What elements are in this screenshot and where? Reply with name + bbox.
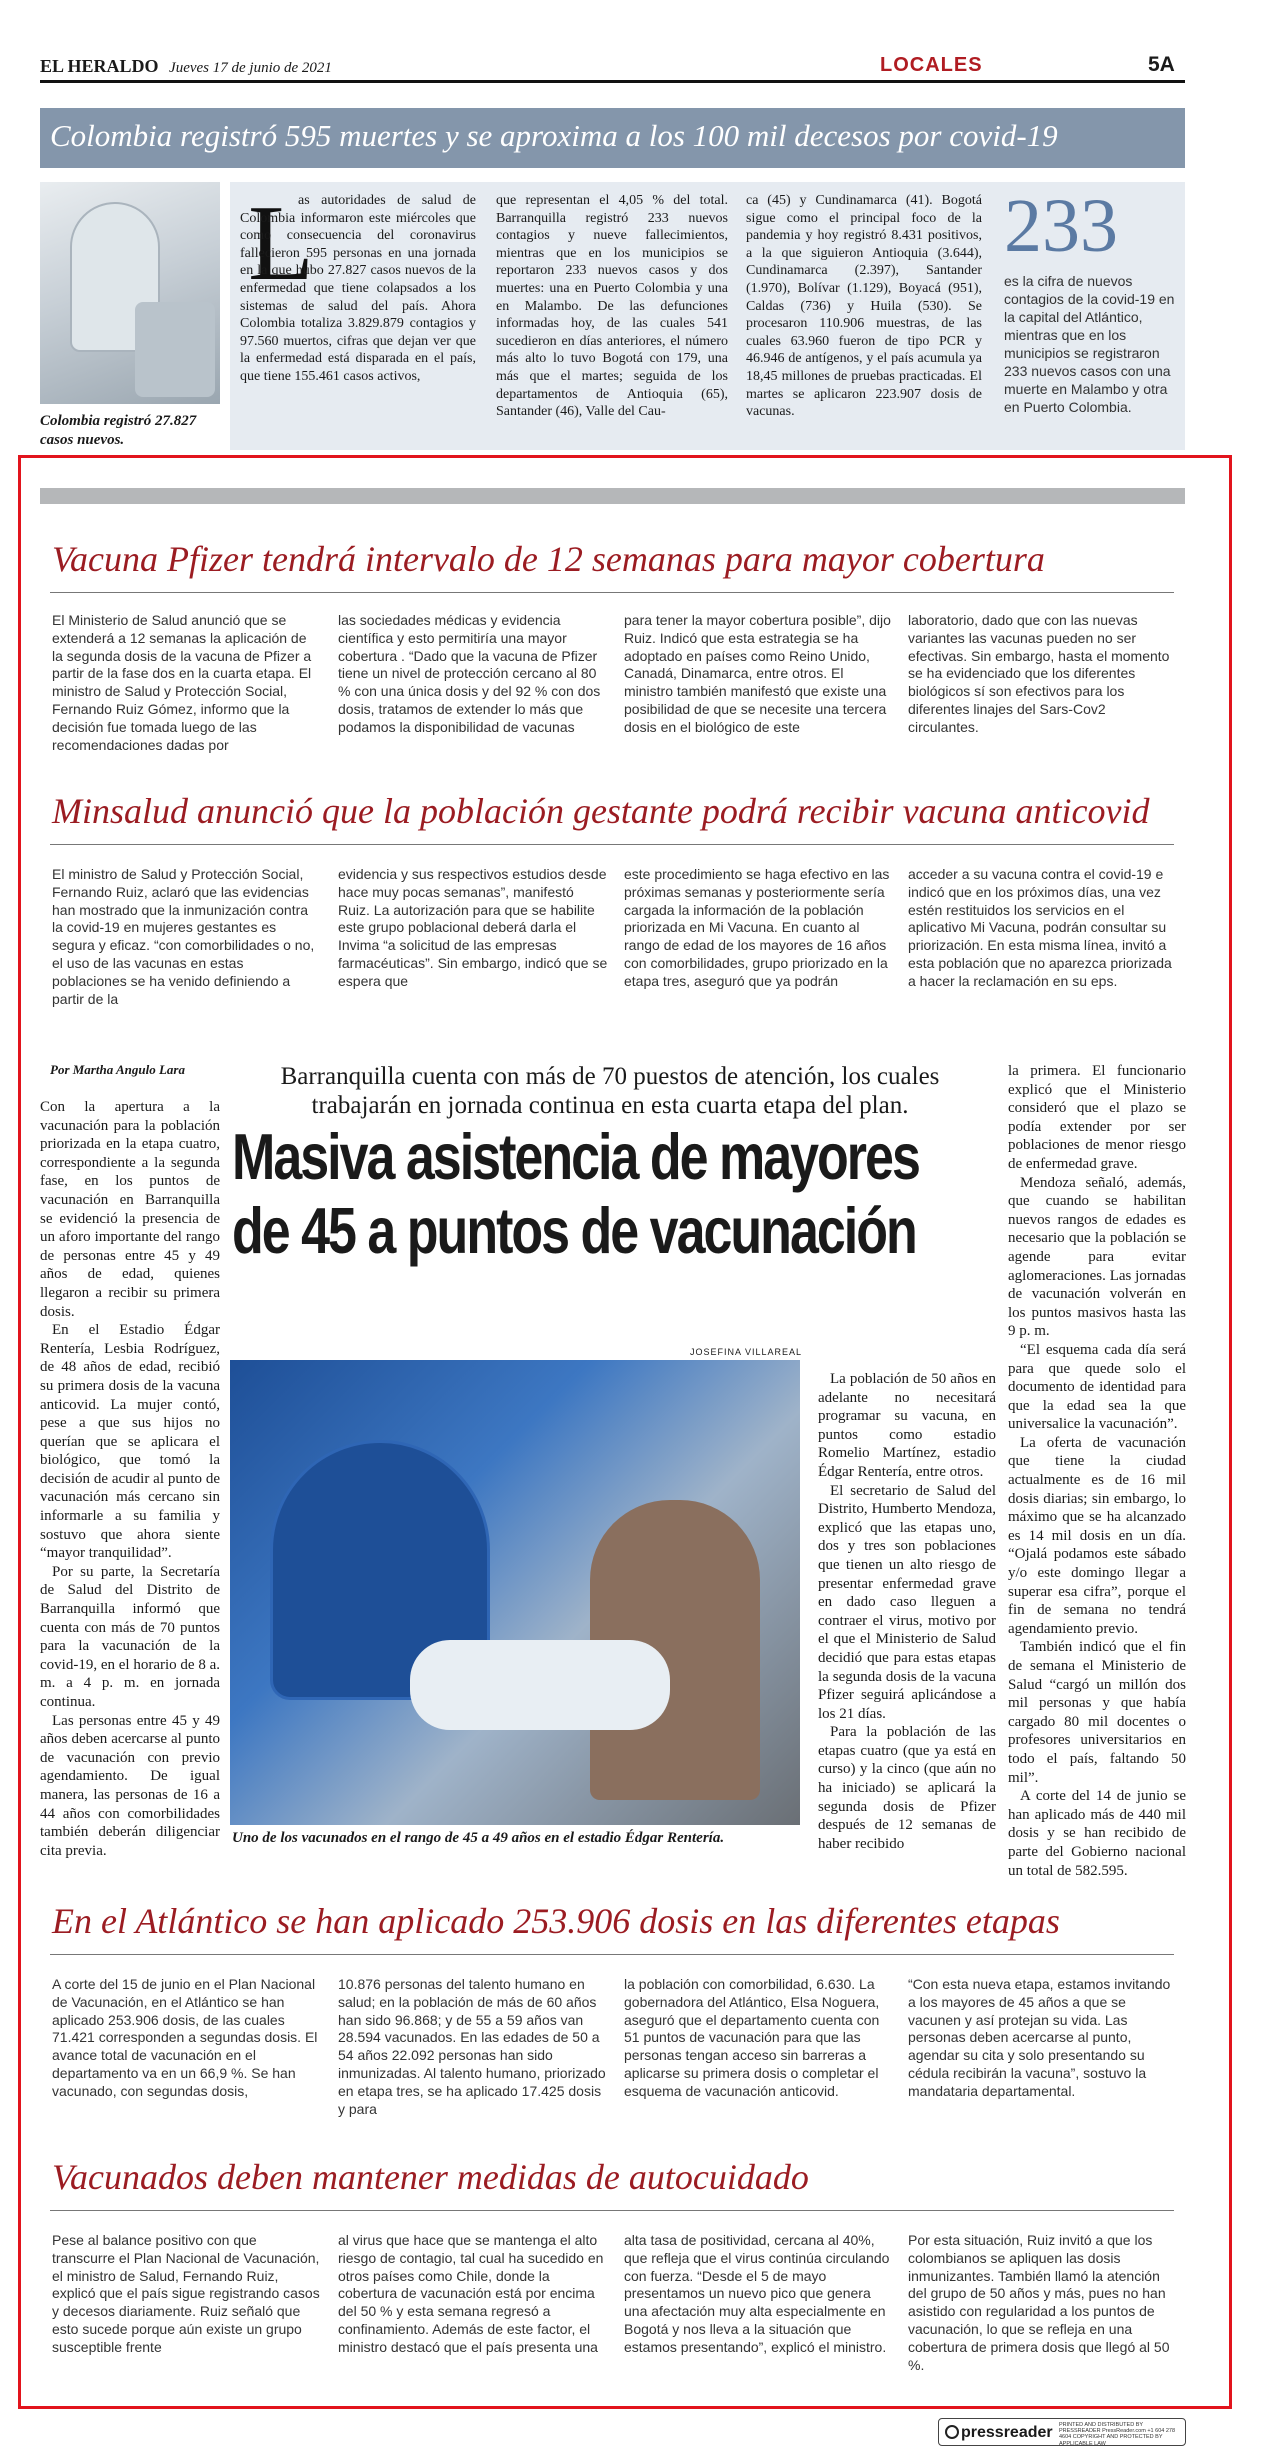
pfizer-col-1: El Ministerio de Salud anunció que se extenderá a 12 semanas la aplicación de la segunda dosis de la vacuna de Pfizer a partir de la fase dos en la cuarta etapa. El ministro de Salud y Protección Social, Fernando Ruiz Gómez, informo que la decisión fue tomada luego de las recomendaciones dadas por: [52, 612, 312, 753]
pfizer-col-2: las sociedades médicas y evidencia científica y esto permitiría una mayor cobertura . “Dado que la vacuna de Pfizer tiene un nivel de protección cercano al 80 % con una única dosis y del 92 % con dos dosis, tratamos de extender lo más que podamos la disponibilidad de vacunas: [338, 612, 601, 735]
big-number-text: es la cifra de nuevos contagios de la covid-19 en la capital del Atlántico, mientras que en los municipios se registraron 233 nuevos casos con una muerte en Malambo y otra en Puerto Colombia.: [1004, 273, 1175, 415]
main-headline-line-1: Masiva asistencia de mayores: [232, 1120, 919, 1193]
top-col-1: as autoridades de salud de Colombia informaron este miércoles que como consecuencia del coronavirus fallecieron 595 personas en una jornada en la que hubo 27.827 casos nuevos de la enfermedad que tiene colapsados a los sistemas de salud del país. Ahora Colombia totaliza 3.829.879 contagios y 97.560 muertos, cifras que dejan ver que la enfermedad está disparada en el país, que tiene 155.461 casos activos,: [240, 193, 476, 384]
main-headline-line-2: de 45 a puntos de vacunación: [232, 1194, 916, 1267]
header-rule: [40, 80, 1185, 83]
gestantes-col-1: El ministro de Salud y Protección Social, Fernando Ruiz, aclaró que las evidencias han mostrado que la inmunización contra la covid-19 en mujeres gestantes es segura y eficaz. “con comorbilidades o no, el uso de las vacunas en estas poblaciones se ha venido definiendo a partir de la: [52, 866, 315, 1007]
byline: Por Martha Angulo Lara: [50, 1062, 185, 1077]
autocuidado-col-3: alta tasa de positividad, cercana al 40%, que refleja que el virus continúa circulando con fuerza. “Desde el 5 de mayo presentamos un nuevo pico que genera una afectación muy alta especialmente en Bogotá y nos lleva a la situación que estamos presentando”, explicó el ministro.: [624, 2232, 890, 2355]
main-right-col: [1008, 1062, 1186, 1880]
top-photo: [40, 182, 220, 404]
pfizer-col-4: laboratorio, dado que con las nuevas variantes las vacunas pueden no ser efectivas. Sin embargo, hasta el momento se ha evidenciado que los diferentes biológicos sí son efectivos para los diferentes linajes del Sars-Cov2 circulantes.: [908, 612, 1170, 735]
pressreader-icon: [945, 2425, 959, 2439]
autocuidado-headline: Vacunados deben mantener medidas de autocuidado: [52, 2157, 809, 2197]
atlantico-col-1: A corte del 15 de junio en el Plan Nacional de Vacunación, en el Atlántico se han aplicado 253.906 dosis, de las cuales 71.421 corresponden a segundas dosis. El avance total de vacunación en el departamento va en un 66,9 %. Se han vacunado, con segundas dosis,: [52, 1976, 318, 2099]
gestantes-col-4: acceder a su vacuna contra el covid-19 e indicó que en los próximos días, una vez estén restituidos los servicios en el aplicativo Mi Vacuna, podrán consultar su priorización. En esta misma línea, invitó a esta población que no aparezca priorizada a hacer la reclamación en su eps.: [908, 866, 1172, 989]
photo-credit: JOSEFINA VILLAREAL: [690, 1347, 803, 1357]
autocuidado-rule: [50, 2210, 1174, 2211]
top-headline: Colombia registró 595 muertes y se aproxima a los 100 mil decesos por covid-19: [50, 118, 1058, 153]
atlantico-rule: [50, 1954, 1174, 1955]
pressreader-logo: [938, 2418, 1186, 2446]
autocuidado-col-4: Por esta situación, Ruiz invitó a que los colombianos se apliquen las dosis inmunizantes. También llamó la atención del grupo de 50 años y más, pues no han asistido con regularidad a los puntos de vacunación, lo que se refleja en una cobertura de primera dosis que llegó al 50 %.: [908, 2232, 1170, 2373]
autocuidado-col-2: al virus que hace que se mantenga el alto riesgo de contagio, tal cual ha sucedido en otros países como Chile, donde la cobertura de vacunación está por encima del 50 % y esta semana regresó a confinamiento. Además de este factor, el ministro destacó que el país presenta una: [338, 2232, 604, 2355]
top-photo-caption: Colombia registró 27.827 casos nuevos.: [40, 413, 197, 448]
main-mid-col: [818, 1370, 996, 1853]
paragraph: la primera. El funcionario explicó que el Ministerio consideró que el plazo se podía extender por ser poblaciones de menor riesgo de enfermedad grave.: [1008, 1063, 1186, 1172]
pressreader-fine-print: PRINTED AND DISTRIBUTED BY PRESSREADER PressReader.com +1 604 278 4604 COPYRIGHT AND PROTECTED BY APPLICABLE LAW: [1059, 2422, 1176, 2447]
paragraph: “El esquema cada día será para que quede solo el documento de identidad para que la edad sea la que universalice la vacunación”.: [1008, 1341, 1186, 1433]
issue-date: Jueves 17 de junio de 2021: [169, 60, 332, 76]
paragraph: Para la población de las etapas cuatro (que ya está en curso) y la cinco (que aún no ha iniciado) se aplicará la segunda dosis de Pfizer después de 12 semanas de haber recibido: [818, 1724, 996, 1852]
paragraph: Con la apertura a la vacunación para la población priorizada en la etapa cuatro, correspondiente a la segunda fase, en los puntos de vacunación en Barranquilla se evidenció la presencia de un aforo importante del rango de personas entre 45 y 49 años de edad, quienes llegaron a recibir su primera dosis.: [40, 1099, 220, 1320]
paragraph: En el Estadio Édgar Rentería, Lesbia Rodríguez, de 48 años de edad, recibió su primera dosis de la vacuna anticovid. La mujer contó, pese a que sus hijos no querían que se aplicara el biológico, que tomó la decisión de acudir al punto de vacunación más cercano sin informarle a su familia y sostuvo que ahora siente “mayor tranquilidad”.: [40, 1322, 220, 1562]
main-left-col: [40, 1098, 220, 1860]
atlantico-col-2: 10.876 personas del talento humano en salud; en la población de más de 60 años han sido 96.868; y de 55 a 59 años van 28.594 vacunados. En las edades de 50 a 54 años 22.092 personas han sido inmunizadas. Al talento humano, priorizado en etapa tres, se ha aplicado 17.425 dosis y para: [338, 1976, 606, 2117]
big-number: 233: [1004, 184, 1118, 268]
paragraph: Las personas entre 45 y 49 años deben acercarse al punto de vacunación con previo agendamiento. De igual manera, las personas de 16 a 44 años con comorbilidades también deberán diligenciar cita previa.: [40, 1712, 220, 1859]
page-number: 5A: [1148, 53, 1175, 76]
masthead: [40, 56, 332, 77]
paragraph: La oferta de vacunación que tiene la ciudad actualmente es de 16 mil dosis diarias; sin embargo, lo máximo que se ha alcanzado es 14 mil dosis en un día. “Ojalá podamos este sábado y/o este domingo llegar a superar esa cifra”, porque el fin de semana no tendrá agendamiento previo.: [1008, 1434, 1186, 1637]
kicker: Barranquilla cuenta con más de 70 puestos de atención, los cuales trabajarán en jornada continua en esta cuarta etapa del plan.: [280, 1063, 940, 1119]
atlantico-col-3: la población con comorbilidad, 6.630. La gobernadora del Atlántico, Elsa Noguera, aseguró que el departamento cuenta con 51 puntos de vacunación para que las personas tengan acceso sin barreras a aplicarse su primera dosis o completar el esquema de vacunación anticovid.: [624, 1976, 880, 2099]
autocuidado-col-1: Pese al balance positivo con que transcurre el Plan Nacional de Vacunación, el ministro de Salud, Fernando Ruiz, explicó que el país sigue registrando casos y decesos diariamente. Ruiz señaló que esto sucede porque aún existe un grupo susceptible frente: [52, 2232, 320, 2355]
gestantes-headline: Minsalud anunció que la población gestante podrá recibir vacuna anticovid: [52, 791, 1150, 831]
paragraph: La población de 50 años en adelante no necesitará programar su vacuna, en puntos como estadio Romelio Martínez, estadio Édgar Rentería, entre otros.: [818, 1371, 996, 1480]
atlantico-headline: En el Atlántico se han aplicado 253.906 dosis en las diferentes etapas: [52, 1901, 1060, 1941]
grey-divider: [40, 488, 1185, 504]
gestantes-rule: [50, 844, 1174, 845]
atlantico-col-4: “Con esta nueva etapa, estamos invitando a los mayores de 45 años a que se vacunen y así protejan su vida. Las personas deben acercarse al punto, agendar su cita y solo presentando su cédula recibirán la vacuna”, sostuvo la mandataria departamental.: [908, 1976, 1171, 2099]
paper-name: EL HERALDO: [40, 56, 159, 76]
main-photo-caption: Uno de los vacunados en el rango de 45 a 49 años en el estadio Édgar Rentería.: [232, 1830, 725, 1846]
paragraph: Por su parte, la Secretaría de Salud del Distrito de Barranquilla informó que cuenta con más de 70 puntos para la vacunación de la covid-19, en el horario de 8 a. m. a 4 p. m. en jornada continua.: [40, 1563, 220, 1710]
main-headline: [232, 1120, 919, 1268]
paragraph: El secretario de Salud del Distrito, Humberto Mendoza, explicó que las etapas uno, dos y tres son poblaciones que tienen un alto riesgo de presentar enfermedad grave en dado caso lleguen a contraer el virus, motivo por el que el Ministerio de Salud decidió que para estas etapas la segunda dosis de la vacuna Pfizer seguirá aplicándose a los 21 días.: [818, 1482, 996, 1722]
paragraph: A corte del 14 de junio se han aplicado más de 440 mil dosis y se han recibido de parte del Gobierno nacional un total de 582.595.: [1008, 1788, 1186, 1879]
dropcap: L: [248, 184, 314, 303]
paragraph: Mendoza señaló, además, que cuando se habilitan nuevos rangos de edades es necesario que la población se agende para evitar aglomeraciones. Las jornadas de vacunación volverán en los puntos masivos hasta las 9 p. m.: [1008, 1174, 1186, 1340]
top-col-2: que representan el 4,05 % del total. Barranquilla registró 233 nuevos contagios y nueve fallecimientos, mientras que en los municipios se reportaron 233 nuevos casos y dos muertes: una en Puerto Colombia y una en Malambo. De las defunciones informadas hoy, de las cuales 541 sucedieron en días anteriores, el número más alto lo tuvo Bogotá con 179, una más que el martes; seguida de los departamentos de Antioquia (65), Santander (46), Valle del Cau-: [496, 193, 728, 420]
pressreader-brand: pressreader: [961, 2424, 1053, 2441]
top-col-3: ca (45) y Cundinamarca (41). Bogotá sigue como el principal foco de la pandemia y hoy registró 8.431 positivos, a la que siguieron Antioquia (3.644), Cundinamarca (2.397), Santander (1.970), Bolívar (1.129), Boyacá (951), Caldas (736) y Huila (530). Se procesaron 110.906 muestras, de las cuales 63.960 fueron de tipo PCR y 46.946 de antígenos, y el país acumula ya 18,45 millones de pruebas practicadas. El martes se aplicaron 223.907 dosis de vacunas.: [746, 193, 982, 420]
pfizer-rule: [50, 592, 1174, 593]
gestantes-col-2: evidencia y sus respectivos estudios desde hace muy pocas semanas”, manifestó Ruiz. La autorización para que se habilite este grupo poblacional deberá darla el Invima “a solicitud de las empresas farmacéuticas”. Sin embargo, indicó que se espera que: [338, 866, 608, 989]
section-label: LOCALES: [880, 54, 983, 76]
pfizer-col-3: para tener la mayor cobertura posible”, dijo Ruiz. Indicó que esta estrategia se ha adoptado en países como Reino Unido, Canadá, Dinamarca, entre otros. El ministro también manifestó que existe una posibilidad de que se necesite una tercera dosis en el biológico de este: [624, 612, 891, 735]
main-photo: [230, 1360, 800, 1825]
pfizer-headline: Vacuna Pfizer tendrá intervalo de 12 semanas para mayor cobertura: [52, 539, 1045, 579]
paragraph: También indicó que el fin de semana el Ministerio de Salud “cargó un millón dos mil personas y que había cargado 80 mil docentes o profesores universitarios en todo el país, faltando 50 mil”.: [1008, 1639, 1186, 1786]
gestantes-col-3: este procedimiento se haga efectivo en las próximas semanas y posteriormente sería cargada la información de la población priorizada en Mi Vacuna. En cuanto al rango de edad de los mayores de 16 años con comorbilidades, grupo priorizado en la etapa tres, aseguró que ya podrán: [624, 866, 890, 989]
